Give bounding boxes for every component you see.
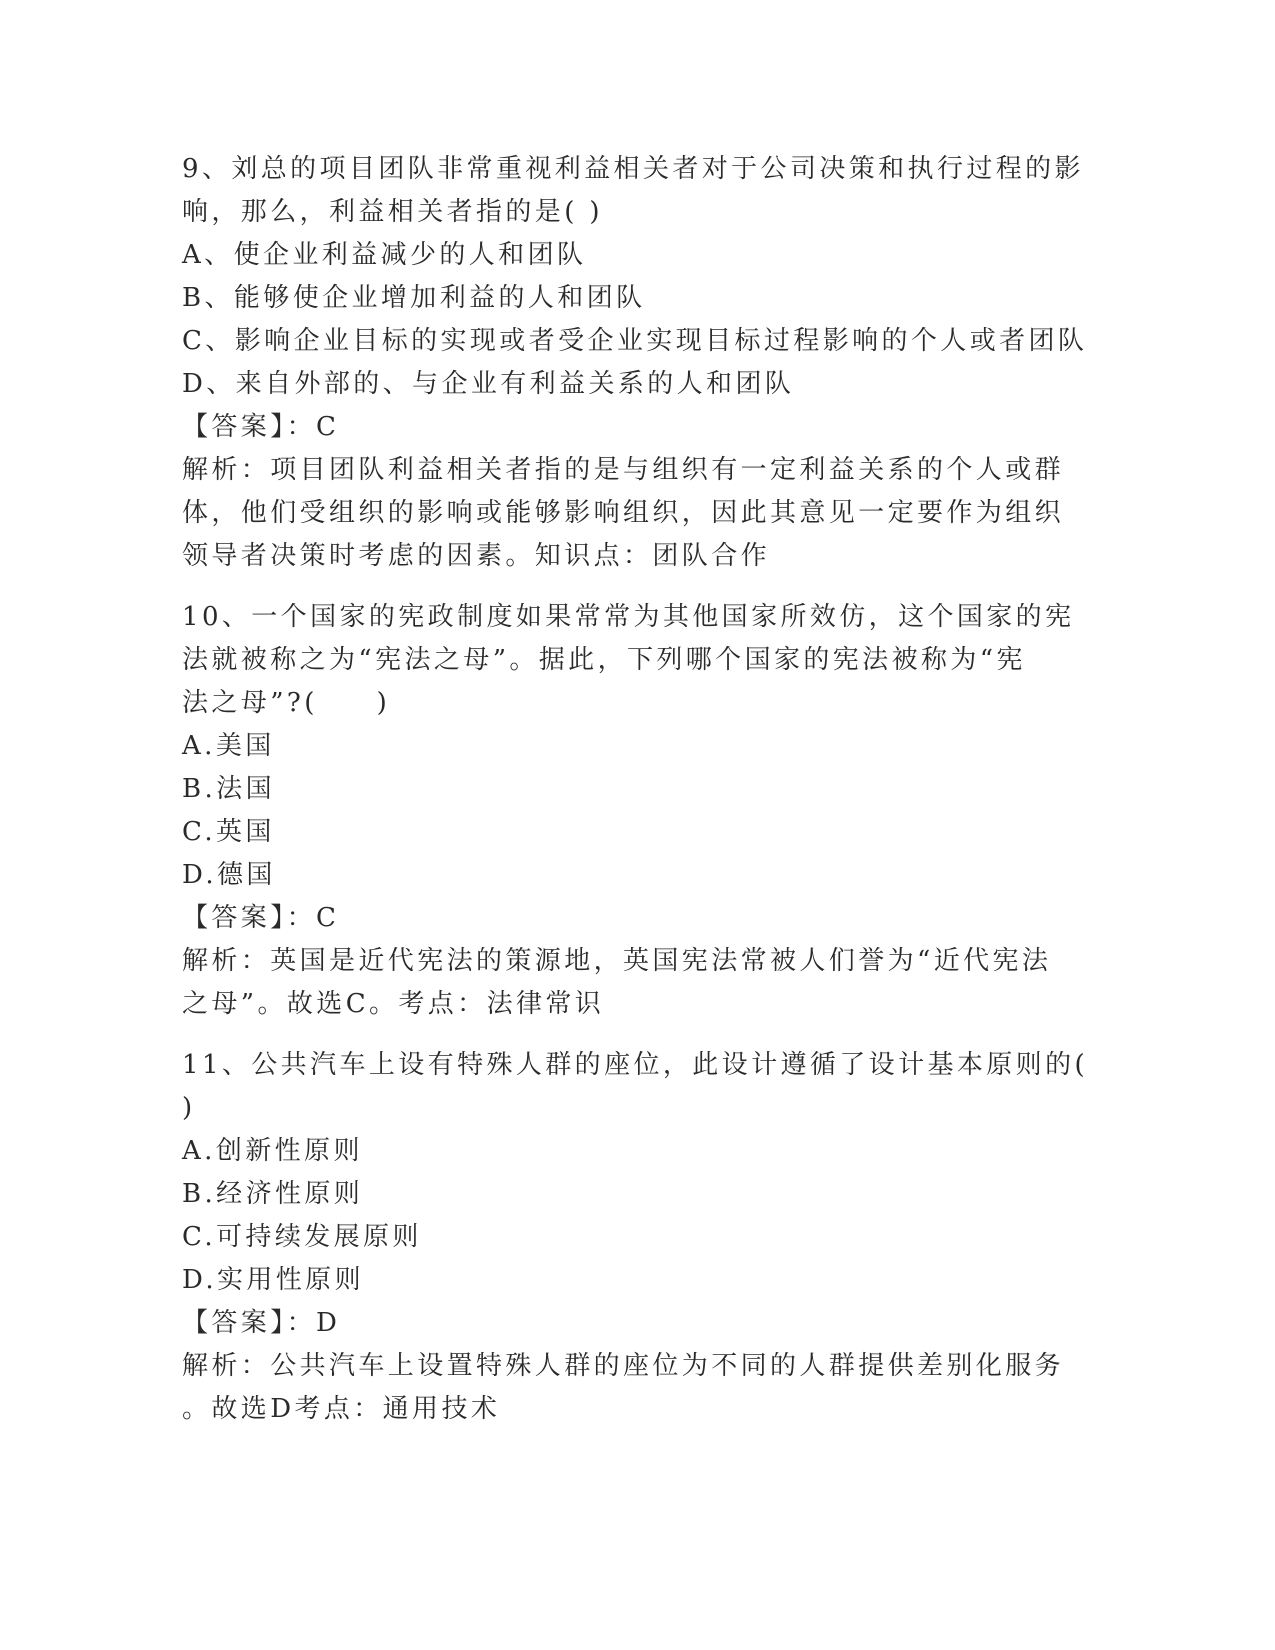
analysis-line: 。故选D考点：通用技术 bbox=[182, 1394, 501, 1424]
question-stem-line: 11、公共汽车上设有特殊人群的座位，此设计遵循了设计基本原则的( bbox=[182, 1050, 1089, 1080]
option-c: C.可持续发展原则 bbox=[182, 1222, 422, 1252]
option-d: D.德国 bbox=[182, 860, 276, 890]
question-10 bbox=[182, 596, 1075, 1026]
option-d: D.实用性原则 bbox=[182, 1265, 364, 1295]
option-a: A.创新性原则 bbox=[182, 1136, 363, 1166]
question-9 bbox=[182, 148, 1088, 578]
analysis-line: 领导者决策时考虑的因素。知识点：团队合作 bbox=[182, 541, 771, 571]
question-stem-line: 10、一个国家的宪政制度如果常常为其他国家所效仿，这个国家的宪 bbox=[182, 602, 1075, 632]
option-b: B.经济性原则 bbox=[182, 1179, 364, 1209]
answer-line: 【答案】：C bbox=[182, 903, 340, 933]
answer-line: 【答案】：C bbox=[182, 412, 340, 442]
option-a: A、使企业利益减少的人和团队 bbox=[182, 240, 587, 270]
analysis-line: 体，他们受组织的影响或能够影响组织，因此其意见一定要作为组织 bbox=[182, 498, 1065, 528]
answer-line: 【答案】：D bbox=[182, 1308, 341, 1338]
option-a: A.美国 bbox=[182, 731, 275, 761]
question-stem-line: 响，那么，利益相关者指的是( ) bbox=[182, 197, 603, 227]
analysis-line: 解析：公共汽车上设置特殊人群的座位为不同的人群提供差别化服务 bbox=[182, 1351, 1065, 1381]
option-b: B.法国 bbox=[182, 774, 275, 804]
option-b: B、能够使企业增加利益的人和团队 bbox=[182, 283, 646, 313]
question-stem-line: ) bbox=[182, 1093, 196, 1123]
analysis-line: 解析：项目团队利益相关者指的是与组织有一定利益关系的个人或群 bbox=[182, 455, 1065, 485]
document-page bbox=[182, 148, 1089, 1431]
question-stem-line: 法之母”?( ) bbox=[182, 688, 391, 718]
option-c: C.英国 bbox=[182, 817, 275, 847]
analysis-line: 之母”。故选C。考点：法律常识 bbox=[182, 989, 605, 1019]
option-d: D、来自外部的、与企业有利益关系的人和团队 bbox=[182, 369, 795, 399]
analysis-line: 解析：英国是近代宪法的策源地，英国宪法常被人们誉为“近代宪法 bbox=[182, 946, 1052, 976]
question-stem-line: 9、刘总的项目团队非常重视利益相关者对于公司决策和执行过程的影 bbox=[182, 154, 1084, 184]
option-c: C、影响企业目标的实现或者受企业实现目标过程影响的个人或者团队 bbox=[182, 326, 1088, 356]
question-11 bbox=[182, 1044, 1089, 1431]
question-stem-line: 法就被称之为“宪法之母”。据此，下列哪个国家的宪法被称为“宪 bbox=[182, 645, 1026, 675]
